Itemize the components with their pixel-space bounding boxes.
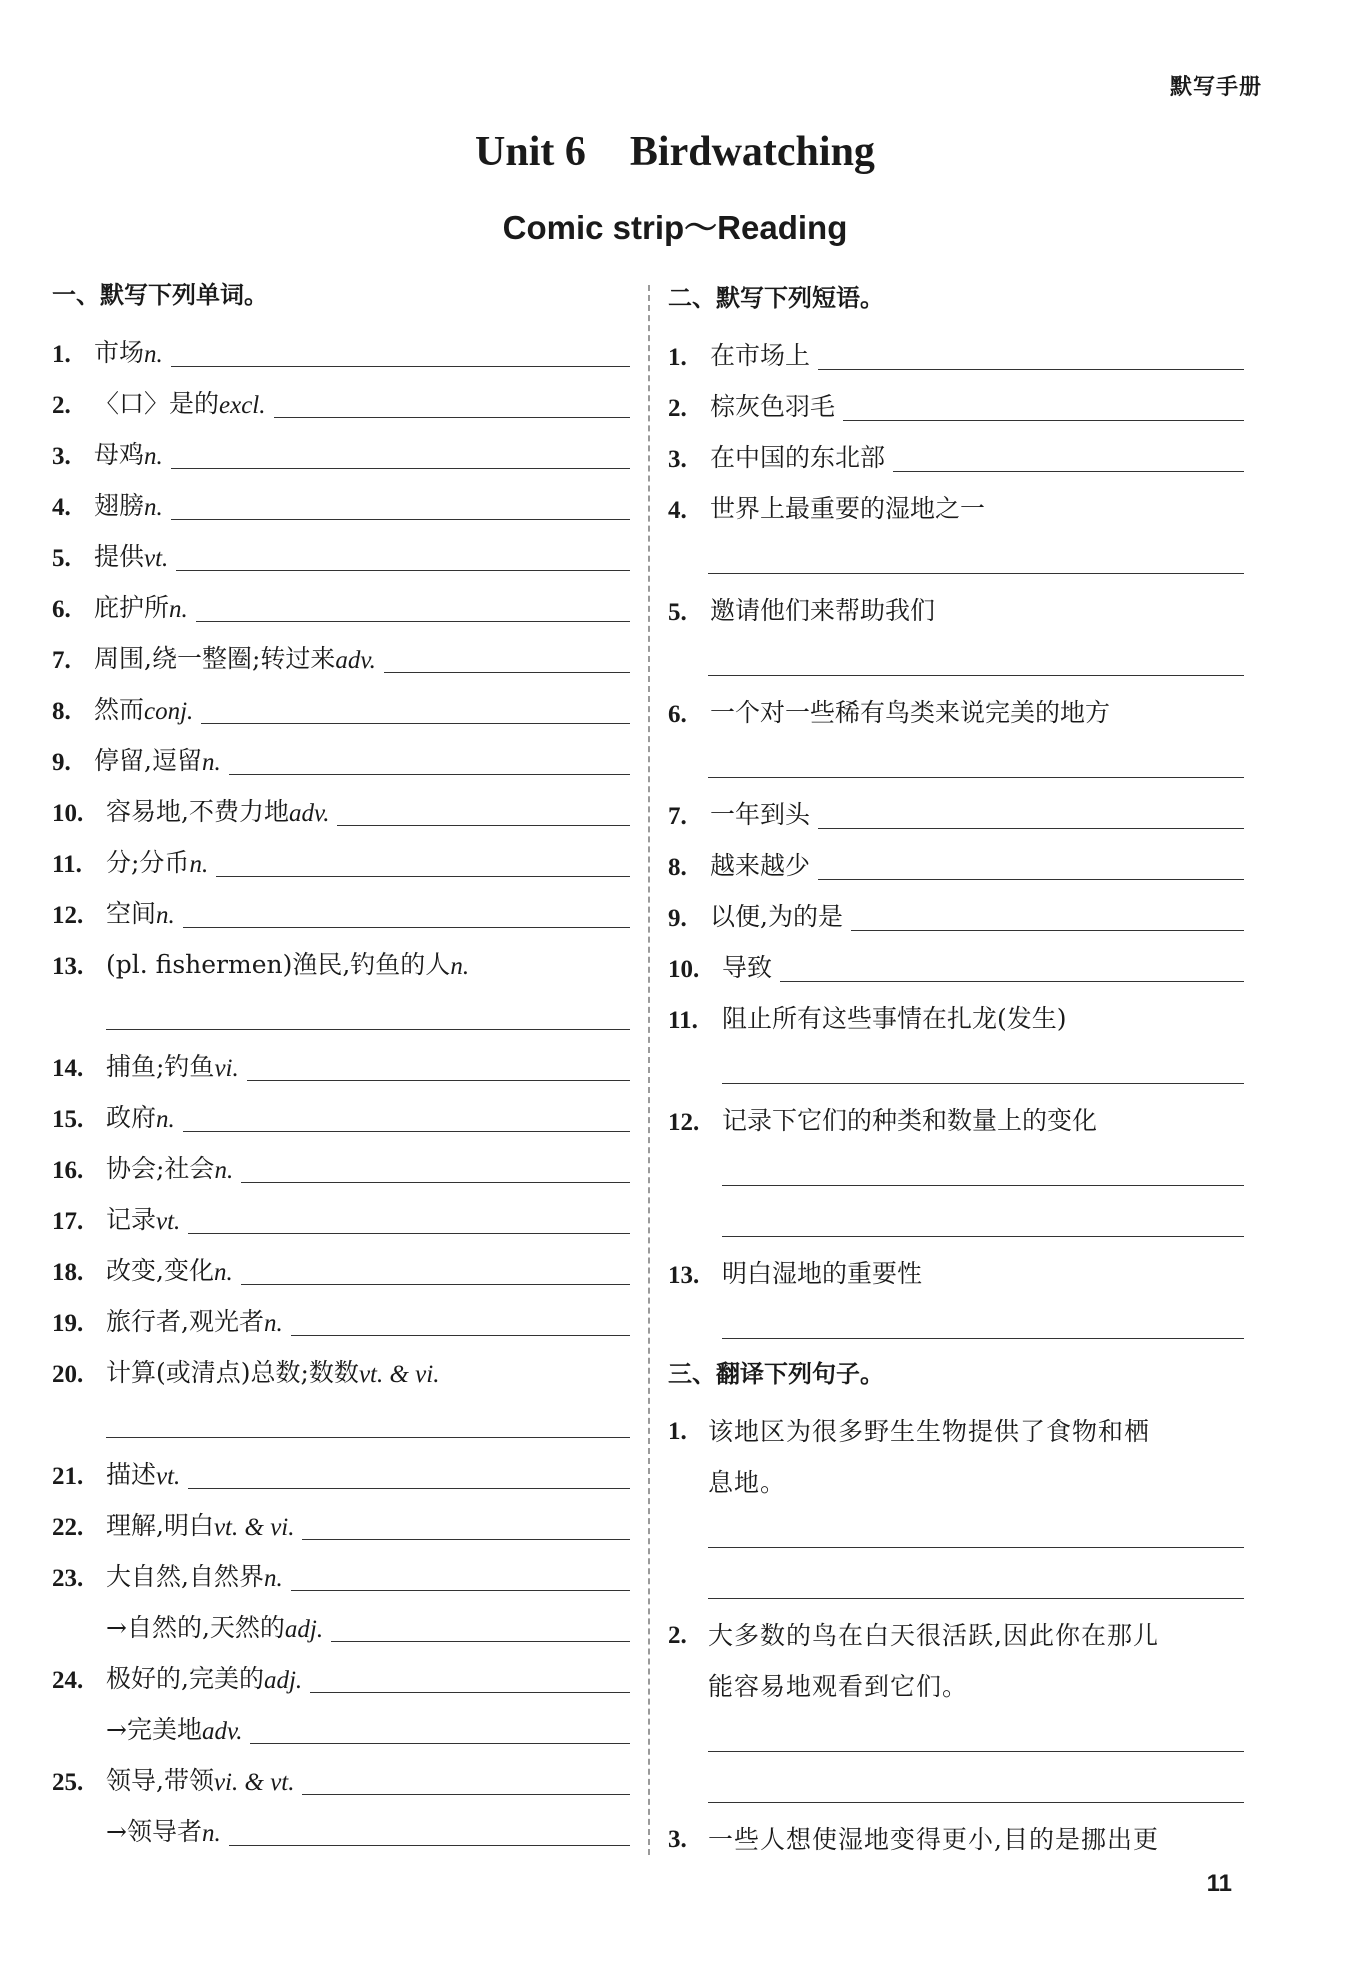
answer-line-row	[668, 1044, 1244, 1095]
answer-line-row	[52, 990, 630, 1041]
answer-line[interactable]	[722, 1337, 1244, 1339]
answer-line[interactable]	[106, 1028, 630, 1030]
answer-line[interactable]	[708, 674, 1244, 676]
answer-line-row	[668, 636, 1244, 687]
unit-topic: Birdwatching	[629, 129, 875, 175]
answer-line[interactable]	[274, 416, 631, 418]
answer-line[interactable]	[708, 776, 1244, 778]
answer-line[interactable]	[310, 1691, 630, 1693]
answer-line-row	[668, 738, 1244, 789]
word-item: 23. 大自然,自然界 n.	[52, 1551, 630, 1602]
word-item: 22. 理解,明白 vt. & vi.	[52, 1500, 630, 1551]
answer-line[interactable]	[302, 1793, 630, 1795]
word-item: 16. 协会;社会 n.	[52, 1143, 630, 1194]
left-column	[52, 275, 630, 1857]
answer-line[interactable]	[722, 1184, 1244, 1186]
answer-line[interactable]	[851, 929, 1244, 931]
lesson-subtitle: Comic strip～Reading	[502, 209, 848, 246]
section-phrases-heading: 二、默写下列短语。	[668, 284, 884, 312]
answer-line[interactable]	[247, 1079, 630, 1081]
word-item: 10. 容易地,不费力地 adv.	[52, 786, 630, 837]
phrase-item: 11. 阻止所有这些事情在扎龙(发生)	[668, 1004, 1067, 1034]
answer-line[interactable]	[183, 926, 630, 928]
answer-line[interactable]	[708, 572, 1244, 574]
page-number: 11	[1206, 1870, 1232, 1897]
answer-line[interactable]	[241, 1181, 630, 1183]
answer-line[interactable]	[229, 1844, 630, 1846]
word-item: 15. 政府 n.	[52, 1092, 630, 1143]
column-divider	[648, 285, 650, 1855]
word-item: 12. 空间 n.	[52, 888, 630, 939]
answer-line[interactable]	[337, 824, 630, 826]
answer-line[interactable]	[818, 878, 1244, 880]
answer-line[interactable]	[176, 569, 630, 571]
answer-line[interactable]	[241, 1283, 630, 1285]
word-item: 13. (pl. fishermen)渔民,钓鱼的人 n.	[52, 950, 470, 980]
answer-line[interactable]	[708, 1597, 1244, 1599]
answer-line-row	[668, 1712, 1244, 1763]
sentence-item: 1. 该地区为很多野生生物提供了食物和栖	[668, 1417, 1151, 1446]
word-item: 7. 周围,绕一整圈;转过来 adv.	[52, 633, 630, 684]
answer-line[interactable]	[183, 1130, 630, 1132]
phrase-item: 3. 在中国的东北部	[668, 432, 1244, 483]
word-item: 4. 翅膀 n.	[52, 480, 630, 531]
word-derivative-item: →完美地 adv.	[52, 1704, 630, 1755]
word-item: 24. 极好的,完美的 adj.	[52, 1653, 630, 1704]
answer-line[interactable]	[188, 1232, 630, 1234]
answer-line-row	[668, 534, 1244, 585]
answer-line-row	[668, 1508, 1244, 1559]
answer-line[interactable]	[291, 1334, 630, 1336]
answer-line[interactable]	[843, 419, 1244, 421]
answer-line[interactable]	[229, 773, 630, 775]
answer-line-row	[668, 1299, 1244, 1350]
phrase-item: 10. 导致	[668, 942, 1244, 993]
answer-line[interactable]	[722, 1235, 1244, 1237]
unit-number: Unit 6	[475, 129, 586, 175]
word-item: 8. 然而 conj.	[52, 684, 630, 735]
answer-line-row	[668, 1763, 1244, 1814]
word-item: 6. 庇护所 n.	[52, 582, 630, 633]
answer-line[interactable]	[331, 1640, 630, 1642]
answer-line[interactable]	[188, 1487, 630, 1489]
section-sentences-heading: 三、翻译下列句子。	[668, 1360, 884, 1388]
word-item: 20. 计算(或清点)总数;数数 vt. & vi.	[52, 1358, 440, 1388]
sentence-item-cont: 息地。	[708, 1468, 787, 1497]
word-item: 25. 领导,带领 vi. & vt.	[52, 1755, 630, 1806]
answer-line[interactable]	[708, 1546, 1244, 1548]
word-derivative-item: →领导者 n.	[52, 1806, 630, 1857]
section-words-heading: 一、默写下列单词。	[52, 281, 268, 309]
answer-line[interactable]	[171, 365, 630, 367]
word-item: 5. 提供 vt.	[52, 531, 630, 582]
answer-line-row	[668, 1146, 1244, 1197]
answer-line-row	[52, 1398, 630, 1449]
answer-line[interactable]	[250, 1742, 630, 1744]
phrase-item: 9. 以便,为的是	[668, 891, 1244, 942]
word-item: 19. 旅行者,观光者 n.	[52, 1296, 630, 1347]
right-column	[668, 278, 1244, 1865]
answer-line[interactable]	[708, 1750, 1244, 1752]
answer-line[interactable]	[818, 827, 1244, 829]
answer-line[interactable]	[722, 1082, 1244, 1084]
word-item: 17. 记录 vt.	[52, 1194, 630, 1245]
sentence-item: 3. 一些人想使湿地变得更小,目的是挪出更	[668, 1825, 1159, 1854]
answer-line[interactable]	[893, 470, 1244, 472]
word-item: 3. 母鸡 n.	[52, 429, 630, 480]
sentence-item: 2. 大多数的鸟在白天很活跃,因此你在那儿	[668, 1621, 1159, 1650]
word-item: 2. 〈口〉是的 excl.	[52, 378, 630, 429]
phrase-item: 7. 一年到头	[668, 789, 1244, 840]
answer-line[interactable]	[708, 1801, 1244, 1803]
word-item: 9. 停留,逗留 n.	[52, 735, 630, 786]
phrase-item: 1. 在市场上	[668, 330, 1244, 381]
sentence-item-cont: 能容易地观看到它们。	[708, 1672, 969, 1701]
word-item: 14. 捕鱼;钓鱼 vi.	[52, 1041, 630, 1092]
word-derivative-item: →自然的,天然的 adj.	[52, 1602, 630, 1653]
answer-line[interactable]	[201, 722, 630, 724]
answer-line[interactable]	[302, 1538, 630, 1540]
answer-line[interactable]	[171, 518, 630, 520]
word-item: 21. 描述 vt.	[52, 1449, 630, 1500]
word-item: 18. 改变,变化 n.	[52, 1245, 630, 1296]
phrase-item: 8. 越来越少	[668, 840, 1244, 891]
answer-line[interactable]	[780, 980, 1244, 982]
word-item: 11. 分;分币 n.	[52, 837, 630, 888]
answer-line[interactable]	[818, 368, 1244, 370]
answer-line-row	[668, 1559, 1244, 1610]
answer-line-row	[668, 1197, 1244, 1248]
phrase-item: 4. 世界上最重要的湿地之一	[668, 494, 986, 524]
phrase-item: 6. 一个对一些稀有鸟类来说完美的地方	[668, 698, 1111, 728]
answer-line[interactable]	[291, 1589, 630, 1591]
phrase-item: 2. 棕灰色羽毛	[668, 381, 1244, 432]
running-head: 默写手册	[1169, 75, 1262, 100]
word-item: 1. 市场 n.	[52, 327, 630, 378]
unit-title	[0, 128, 1350, 176]
phrase-item: 5. 邀请他们来帮助我们	[668, 596, 936, 626]
answer-line[interactable]	[384, 671, 630, 673]
answer-line[interactable]	[196, 620, 630, 622]
answer-line[interactable]	[106, 1436, 630, 1438]
phrase-item: 13. 明白湿地的重要性	[668, 1259, 923, 1289]
answer-line[interactable]	[216, 875, 630, 877]
answer-line[interactable]	[171, 467, 630, 469]
phrase-item: 12. 记录下它们的种类和数量上的变化	[668, 1106, 1098, 1136]
